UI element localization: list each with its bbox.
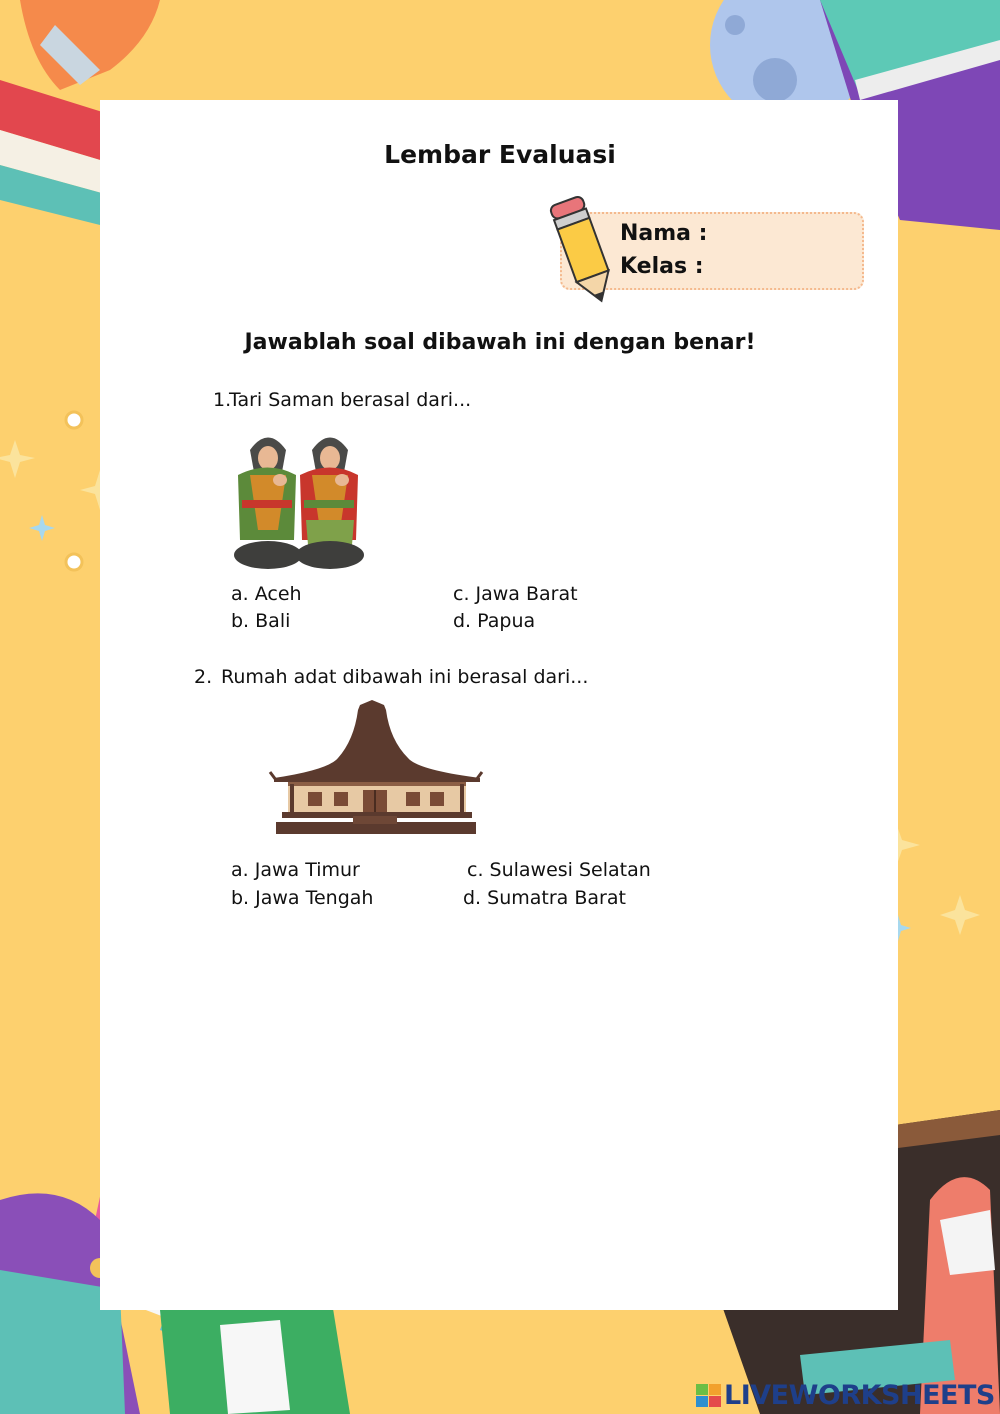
liveworksheets-watermark[interactable]: LIVEWORKSHEETS xyxy=(724,1380,995,1411)
pencil-icon xyxy=(548,190,618,310)
question-1-option-c[interactable]: c. Jawa Barat xyxy=(453,583,578,605)
question-1-option-d[interactable]: d. Papua xyxy=(453,610,536,632)
class-label: Kelas : xyxy=(620,254,704,279)
page-title: Lembar Evaluasi xyxy=(384,140,616,169)
dancer-figure xyxy=(296,438,364,570)
question-2-option-d[interactable]: d. Sumatra Barat xyxy=(463,887,626,909)
question-2-option-b[interactable]: b. Jawa Tengah xyxy=(231,887,374,909)
liveworksheets-logo-icon xyxy=(696,1384,722,1408)
question-1-option-b[interactable]: b. Bali xyxy=(231,610,291,632)
rocket-icon xyxy=(20,0,160,90)
saman-dancers-image xyxy=(228,420,378,570)
question-1-text: Tari Saman berasal dari... xyxy=(229,389,472,411)
question-1-number: 1. xyxy=(213,389,232,411)
question-2-text: Rumah adat dibawah ini berasal dari... xyxy=(221,666,589,688)
name-label: Nama : xyxy=(620,221,708,246)
dancer-figure xyxy=(234,438,302,570)
question-2-number: 2. xyxy=(194,666,213,688)
question-2-option-a[interactable]: a. Jawa Timur xyxy=(231,859,360,881)
question-1-option-a[interactable]: a. Aceh xyxy=(231,583,302,605)
question-2-option-c[interactable]: c. Sulawesi Selatan xyxy=(467,859,651,881)
instruction-text: Jawablah soal dibawah ini dengan benar! xyxy=(244,330,756,355)
joglo-house-image xyxy=(268,700,488,840)
